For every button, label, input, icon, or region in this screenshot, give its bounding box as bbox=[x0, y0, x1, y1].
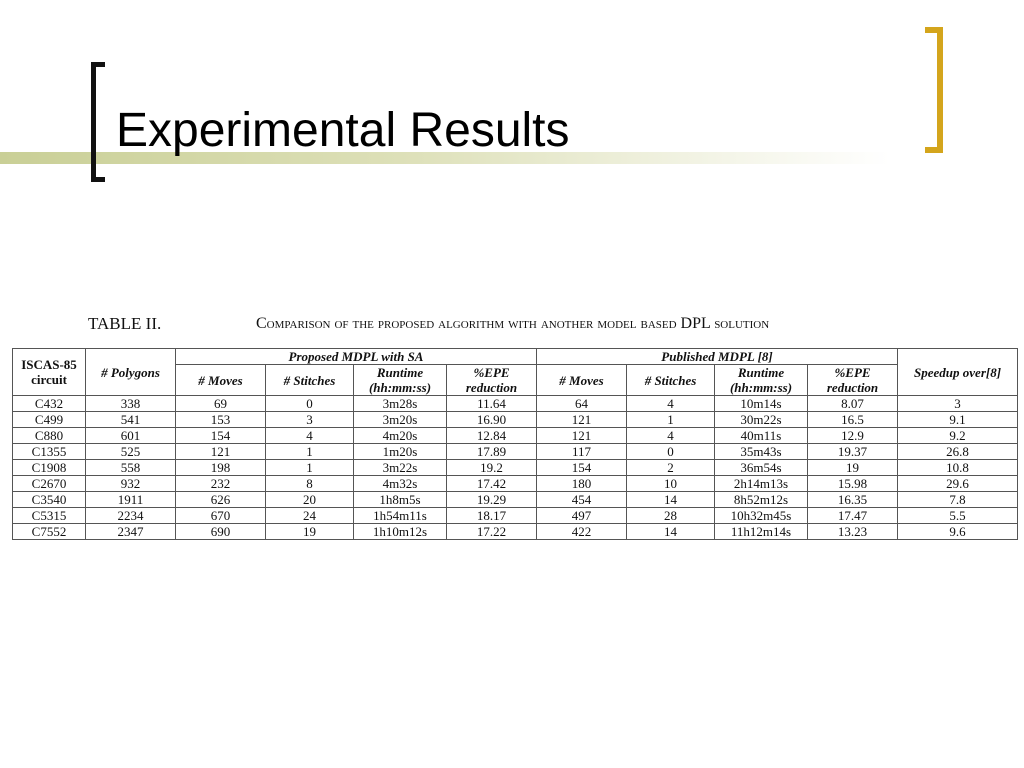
table-cell: 541 bbox=[86, 412, 176, 428]
table-cell: 19 bbox=[808, 460, 898, 476]
table-cell: 1h54m11s bbox=[354, 508, 447, 524]
table-cell: 4 bbox=[266, 428, 354, 444]
table-cell: 9.6 bbox=[898, 524, 1018, 540]
table-caption-text: Comparison of the proposed algorithm with another model based DPL solution bbox=[256, 315, 770, 332]
table-cell: 16.35 bbox=[808, 492, 898, 508]
table-cell: 17.47 bbox=[808, 508, 898, 524]
table-cell: 670 bbox=[176, 508, 266, 524]
table-cell: 12.9 bbox=[808, 428, 898, 444]
table-cell: 18.17 bbox=[447, 508, 537, 524]
header-group-proposed: Proposed MDPL with SA bbox=[176, 349, 537, 365]
table-cell: 1 bbox=[627, 412, 715, 428]
table-cell: 3m22s bbox=[354, 460, 447, 476]
table-cell: 3m28s bbox=[354, 396, 447, 412]
table-cell: 12.84 bbox=[447, 428, 537, 444]
table-cell: 5.5 bbox=[898, 508, 1018, 524]
table-cell: 16.90 bbox=[447, 412, 537, 428]
header-circuit: ISCAS-85 circuit bbox=[13, 349, 86, 396]
table-cell: 19.2 bbox=[447, 460, 537, 476]
table-cell: 690 bbox=[176, 524, 266, 540]
table-cell: 117 bbox=[537, 444, 627, 460]
table-cell: 30m22s bbox=[715, 412, 808, 428]
table-row bbox=[13, 428, 1018, 444]
table-cell: 24 bbox=[266, 508, 354, 524]
header-runtime: Runtime (hh:mm:ss) bbox=[715, 365, 808, 396]
table-row bbox=[13, 396, 1018, 412]
table-cell: 35m43s bbox=[715, 444, 808, 460]
table-cell: 601 bbox=[86, 428, 176, 444]
table-cell: 9.2 bbox=[898, 428, 1018, 444]
table-row bbox=[13, 524, 1018, 540]
table-cell: 3 bbox=[266, 412, 354, 428]
table-cell: 10m14s bbox=[715, 396, 808, 412]
table-cell: 19.29 bbox=[447, 492, 537, 508]
table-cell: C432 bbox=[13, 396, 86, 412]
table-cell: 2347 bbox=[86, 524, 176, 540]
table-header bbox=[13, 349, 1018, 396]
table-cell: 16.5 bbox=[808, 412, 898, 428]
table-cell: C1355 bbox=[13, 444, 86, 460]
header-polygons: # Polygons bbox=[86, 349, 176, 396]
table-cell: 0 bbox=[266, 396, 354, 412]
left-bracket-decoration bbox=[91, 62, 105, 182]
table-cell: 64 bbox=[537, 396, 627, 412]
table-cell: 121 bbox=[176, 444, 266, 460]
table-cell: C880 bbox=[13, 428, 86, 444]
table-cell: 3m20s bbox=[354, 412, 447, 428]
table-cell: 17.42 bbox=[447, 476, 537, 492]
table-cell: 7.8 bbox=[898, 492, 1018, 508]
table-cell: 8h52m12s bbox=[715, 492, 808, 508]
table-cell: 36m54s bbox=[715, 460, 808, 476]
table-cell: 69 bbox=[176, 396, 266, 412]
table-cell: 10h32m45s bbox=[715, 508, 808, 524]
table-cell: 525 bbox=[86, 444, 176, 460]
table-cell: 1m20s bbox=[354, 444, 447, 460]
table-cell: 4m32s bbox=[354, 476, 447, 492]
table-cell: 17.89 bbox=[447, 444, 537, 460]
header-moves: # Moves bbox=[176, 365, 266, 396]
table-cell: 180 bbox=[537, 476, 627, 492]
table-cell: 338 bbox=[86, 396, 176, 412]
table-cell: 626 bbox=[176, 492, 266, 508]
table-cell: 4 bbox=[627, 396, 715, 412]
table-cell: 8 bbox=[266, 476, 354, 492]
table-cell: 2 bbox=[627, 460, 715, 476]
table-cell: 932 bbox=[86, 476, 176, 492]
header-stitches: # Stitches bbox=[266, 365, 354, 396]
table-cell: 14 bbox=[627, 524, 715, 540]
table-cell: 10.8 bbox=[898, 460, 1018, 476]
table-cell: 1 bbox=[266, 460, 354, 476]
header-stitches: # Stitches bbox=[627, 365, 715, 396]
header-speedup: Speedup over[8] bbox=[898, 349, 1018, 396]
table-cell: 1h8m5s bbox=[354, 492, 447, 508]
table-cell: 26.8 bbox=[898, 444, 1018, 460]
table-cell: 17.22 bbox=[447, 524, 537, 540]
table-cell: 14 bbox=[627, 492, 715, 508]
table-row bbox=[13, 508, 1018, 524]
table-cell: 4 bbox=[627, 428, 715, 444]
table-cell: 154 bbox=[176, 428, 266, 444]
table-cell: 19 bbox=[266, 524, 354, 540]
table-cell: 3 bbox=[898, 396, 1018, 412]
table-cell: C499 bbox=[13, 412, 86, 428]
header-moves: # Moves bbox=[537, 365, 627, 396]
right-bracket-decoration bbox=[925, 27, 943, 153]
table-cell: C7552 bbox=[13, 524, 86, 540]
table-cell: 11h12m14s bbox=[715, 524, 808, 540]
table-cell: 454 bbox=[537, 492, 627, 508]
table-cell: 153 bbox=[176, 412, 266, 428]
table-cell: 40m11s bbox=[715, 428, 808, 444]
table-cell: 121 bbox=[537, 412, 627, 428]
table-row bbox=[13, 492, 1018, 508]
table-cell: 154 bbox=[537, 460, 627, 476]
table-cell: 9.1 bbox=[898, 412, 1018, 428]
table-cell: 232 bbox=[176, 476, 266, 492]
table-row bbox=[13, 460, 1018, 476]
table-cell: C2670 bbox=[13, 476, 86, 492]
table-cell: 19.37 bbox=[808, 444, 898, 460]
table-row bbox=[13, 412, 1018, 428]
table-cell: 2234 bbox=[86, 508, 176, 524]
table-cell: 121 bbox=[537, 428, 627, 444]
table-cell: 497 bbox=[537, 508, 627, 524]
table-cell: 422 bbox=[537, 524, 627, 540]
header-runtime: Runtime (hh:mm:ss) bbox=[354, 365, 447, 396]
header-group-published: Published MDPL [8] bbox=[537, 349, 898, 365]
table-cell: C5315 bbox=[13, 508, 86, 524]
table-cell: 8.07 bbox=[808, 396, 898, 412]
table-cell: 29.6 bbox=[898, 476, 1018, 492]
table-cell: 1 bbox=[266, 444, 354, 460]
table-cell: 15.98 bbox=[808, 476, 898, 492]
table-cell: 20 bbox=[266, 492, 354, 508]
header-epe-reduction: %EPE reduction bbox=[808, 365, 898, 396]
table-cell: C3540 bbox=[13, 492, 86, 508]
table-cell: 0 bbox=[627, 444, 715, 460]
table-cell: 1h10m12s bbox=[354, 524, 447, 540]
header-epe-reduction: %EPE reduction bbox=[447, 365, 537, 396]
table-cell: 28 bbox=[627, 508, 715, 524]
table-cell: 11.64 bbox=[447, 396, 537, 412]
table-cell: 1911 bbox=[86, 492, 176, 508]
table-cell: 10 bbox=[627, 476, 715, 492]
table-cell: 198 bbox=[176, 460, 266, 476]
table-cell: 4m20s bbox=[354, 428, 447, 444]
table-cell: C1908 bbox=[13, 460, 86, 476]
table-row bbox=[13, 444, 1018, 460]
table-caption-label: TABLE II. bbox=[88, 314, 162, 333]
table-row bbox=[13, 476, 1018, 492]
table-body bbox=[13, 396, 1018, 540]
table-cell: 2h14m13s bbox=[715, 476, 808, 492]
table-cell: 558 bbox=[86, 460, 176, 476]
results-table bbox=[12, 348, 1018, 540]
slide-title: Experimental Results bbox=[116, 104, 570, 157]
table-cell: 13.23 bbox=[808, 524, 898, 540]
header-row-groups bbox=[13, 349, 1018, 365]
